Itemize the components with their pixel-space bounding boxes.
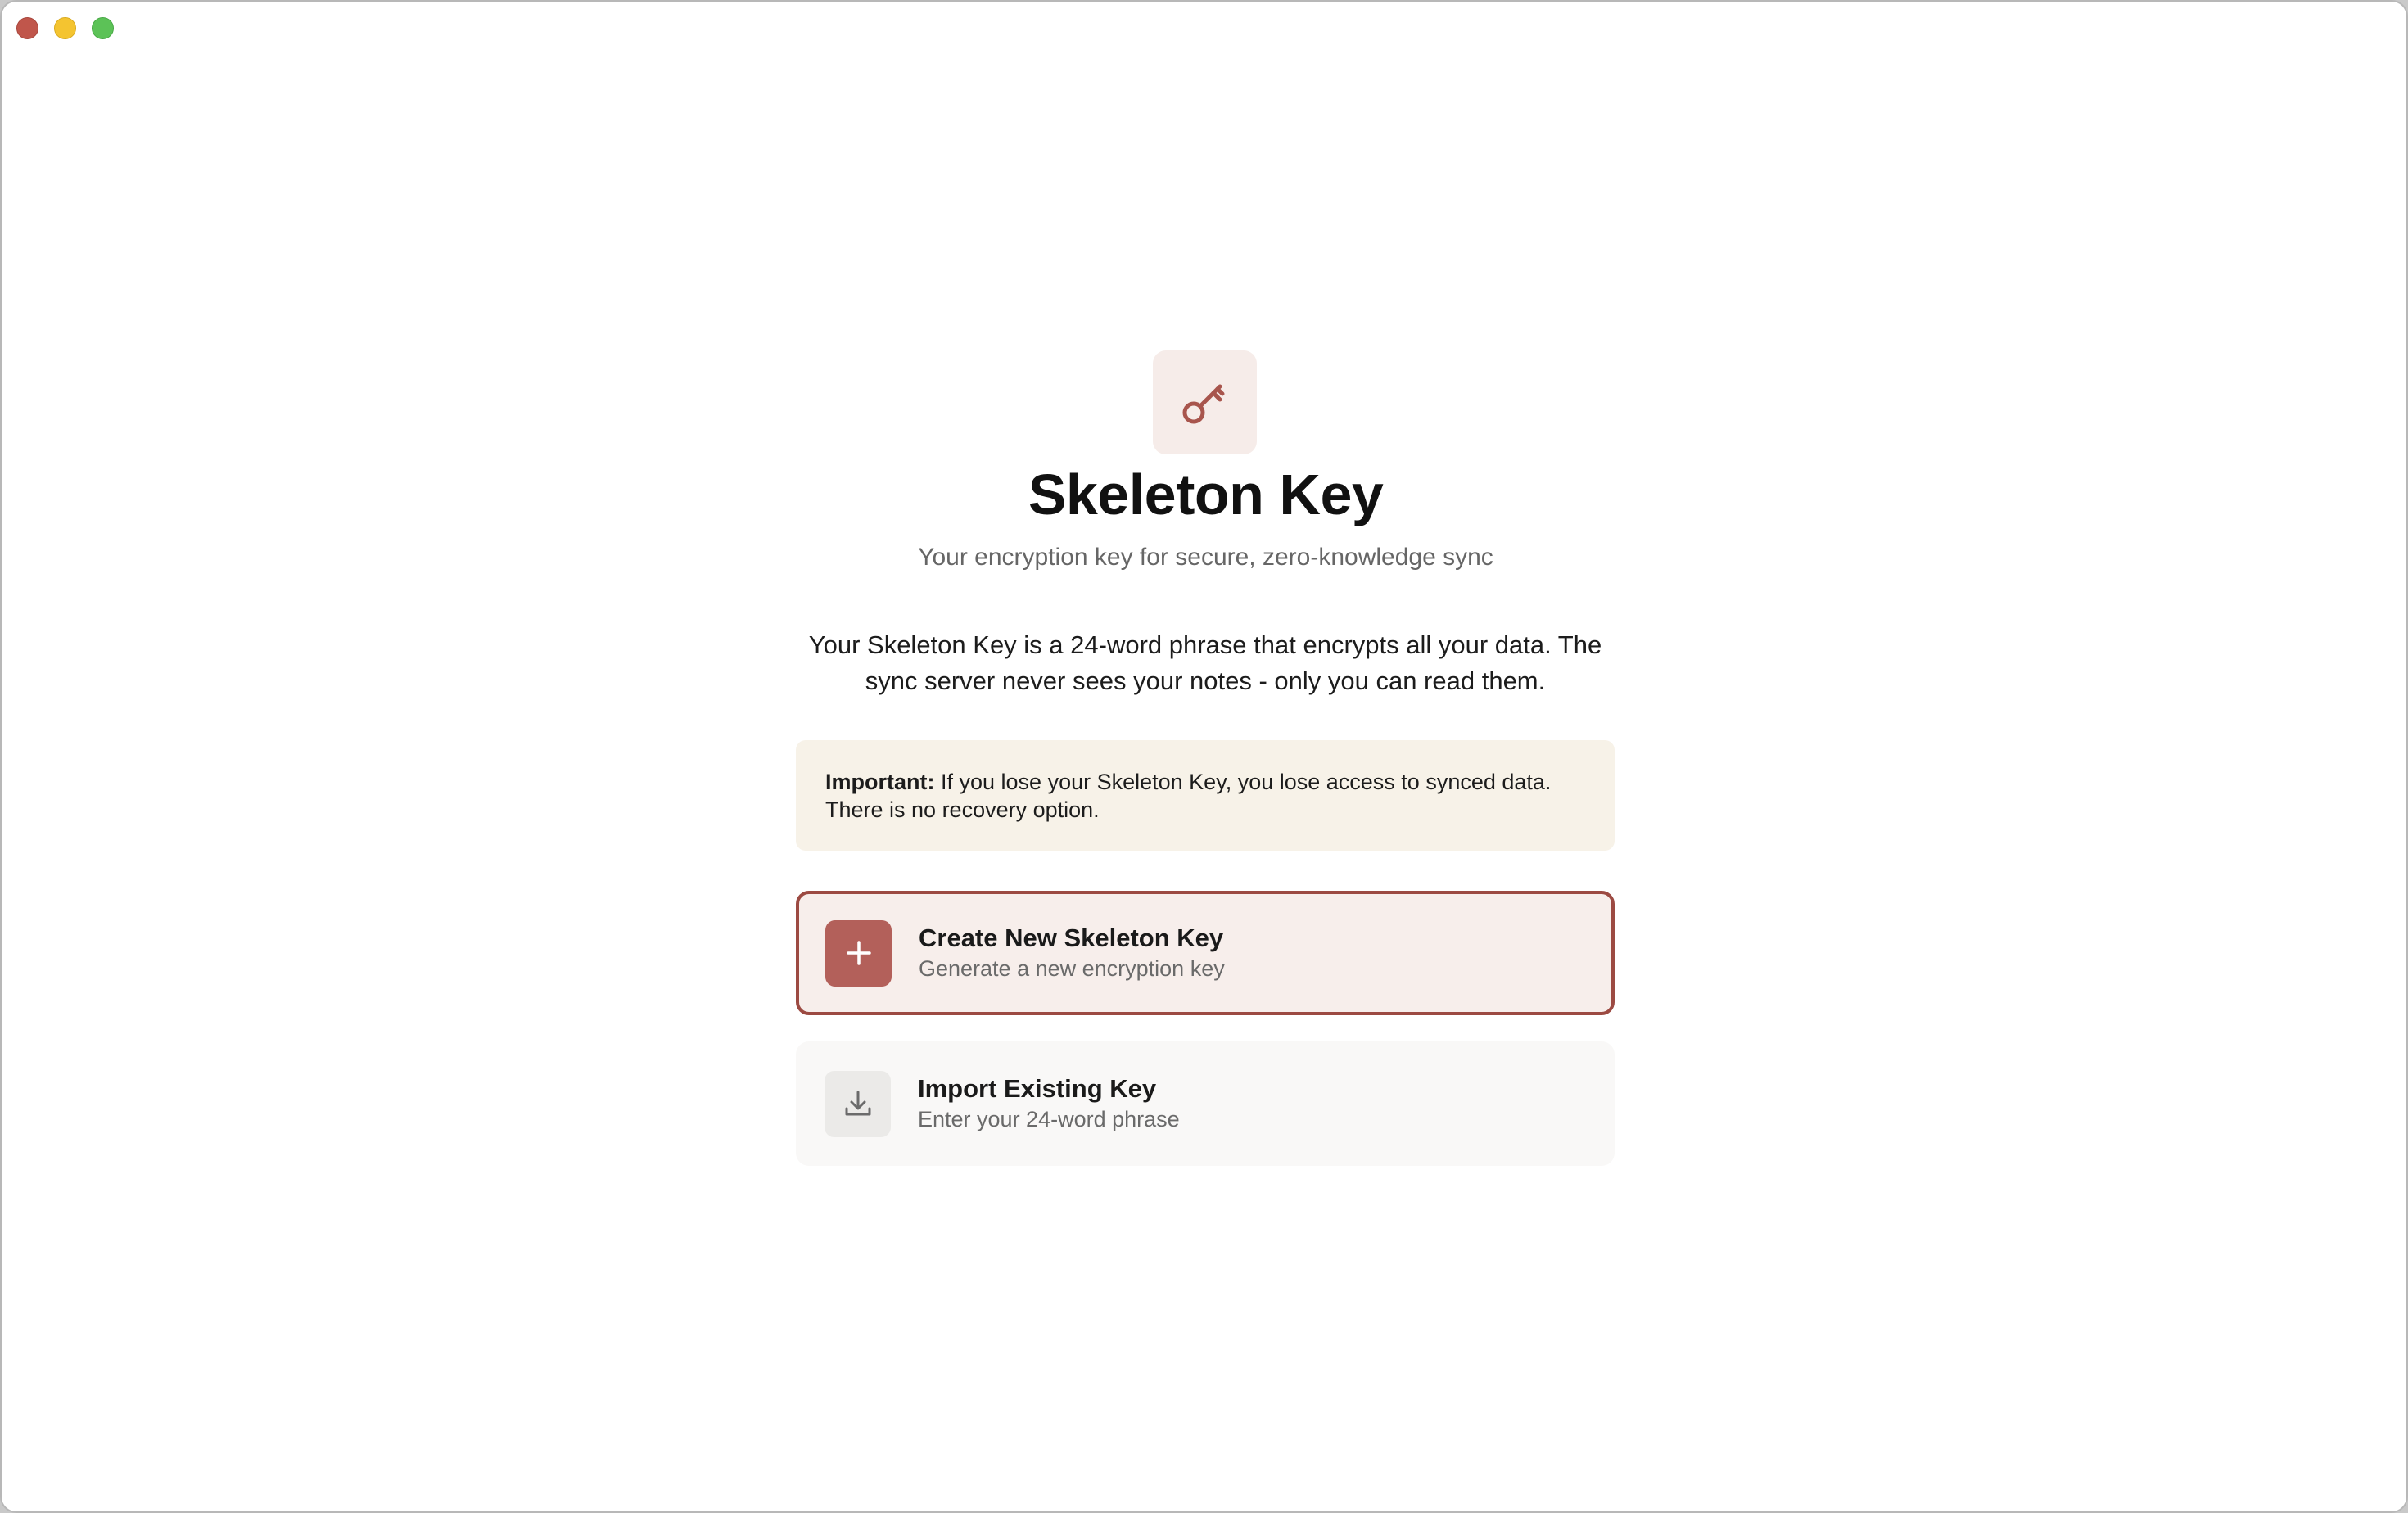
plus-icon	[845, 939, 873, 967]
warning-label: Important:	[825, 770, 935, 794]
create-key-title: Create New Skeleton Key	[919, 924, 1224, 952]
download-icon-container	[825, 1071, 891, 1137]
key-icon-container	[1153, 350, 1257, 454]
page-title: Skeleton Key	[1028, 463, 1384, 526]
zoom-icon[interactable]	[92, 17, 114, 39]
download-icon	[842, 1087, 874, 1120]
plus-icon-container	[825, 920, 892, 987]
window-controls	[16, 17, 114, 39]
close-icon[interactable]	[16, 17, 38, 39]
minimize-icon[interactable]	[54, 17, 76, 39]
create-new-key-button[interactable]	[796, 891, 1615, 1015]
import-existing-key-button[interactable]	[796, 1041, 1615, 1166]
import-key-title: Import Existing Key	[918, 1074, 1157, 1103]
key-icon	[1179, 377, 1231, 429]
warning-text: If you lose your Skeleton Key, you lose access to synced data. There is no recovery option.	[825, 770, 1552, 822]
description-text: Your Skeleton Key is a 24-word phrase that encrypts all your data. The sync server never sees your notes - only you can read them.	[808, 630, 1602, 695]
warning-callout	[796, 740, 1615, 851]
import-key-subtitle: Enter your 24-word phrase	[918, 1107, 1180, 1131]
page-subtitle: Your encryption key for secure, zero-knowledge sync	[918, 544, 1493, 571]
create-key-subtitle: Generate a new encryption key	[919, 956, 1225, 981]
